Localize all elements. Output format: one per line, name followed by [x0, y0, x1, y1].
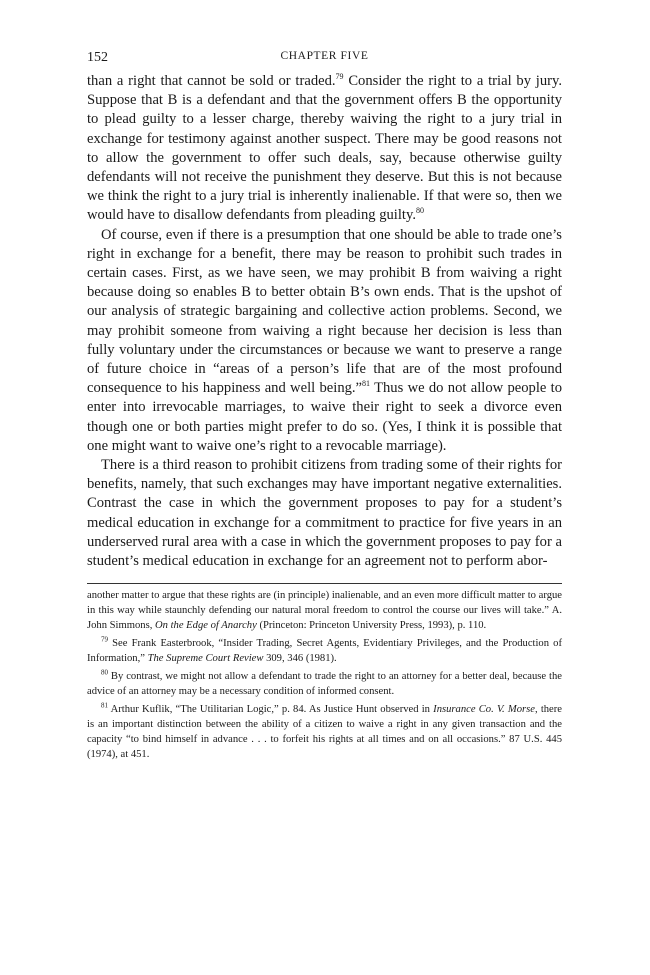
running-head	[87, 50, 562, 72]
footnote-ref[interactable]: 81	[362, 379, 371, 389]
footnote-81: $^{81}$ Arthur Kuflik, “The Utilitarian Logic,” p. 84. As Justice Hunt observed in Insurance Co. V. Morse, there is an important distinction between the ability of a citizen to waive a right in any given transaction and the capacity “to bind himself in advance . . . to forfeit his rights at all times and on all occasions.” 87 U.S. 445 (1974), at 451.	[87, 701, 562, 761]
footnote-continued: another matter to argue that these rights are (in principle) inalienable, and an even more difficult matter to argue in this way while staunchly defending our natural moral freedom to control the course our lives will take.” A. John Simmons, On the Edge of Anarchy (Princeton: Princeton University Press, 1993), p. 110.	[87, 590, 562, 632]
paragraph: There is a third reason to prohibit citizens from trading some of their rights for benefits, namely, that such exchanges may have important negative externalities. Contrast the case in which the government proposes to pay for a student’s medical education in exchange for a commitment to practice for five years in an underserved rural area with a case in which the government proposes to pay for a student’s medical education in exchange for an agreement not to perform abor-	[87, 457, 562, 570]
footnote-79: $^{79}$ See Frank Easterbrook, “Insider Trading, Secret Agents, Evidentiary Privileges, and the Production of Information,” The Supreme Court Review 309, 346 (1981).	[87, 635, 562, 665]
footnote-80: $^{80}$ By contrast, we might not allow a defendant to trade the right to an attorney for a better deal, because the advice of an attorney may be a necessary condition of informed consent.	[87, 668, 562, 698]
footnote-divider	[87, 583, 562, 584]
footnotes	[87, 588, 562, 762]
footnote-ref[interactable]: 80	[415, 206, 424, 216]
page-number: 152	[87, 50, 108, 65]
book-page	[87, 50, 562, 765]
chapter-title: CHAPTER FIVE	[280, 50, 369, 62]
paragraph: Of course, even if there is a presumption that one should be able to trade one’s right in exchange for a benefit, there may be reason to prohibit such trades in certain cases. First, as we have seen, we may prohibit B from waiving a right because doing so enables B to better obtain B’s own ends. That is the upshot of our analysis of strategic bargaining and collective action problems. Second, we may prohibit someone from waiving a right because her decision is less than fully voluntary under the circumstances or because we want to preserve a range of future choice in “areas of a person’s life that are of the most profound consequence to his happiness and well being.”$^{81}$ Thus we do not allow people to enter into irrevocable marriages, to waive their right to seek a divorce even though one or both parties might prefer to do so. (Yes, I think it is possible that one might want to waive one’s right to a revocable marriage).	[87, 226, 563, 454]
paragraph: than a right that cannot be sold or traded.$^{79}$ Consider the right to a trial by jury. Suppose that B is a defendant and that the government offers B the opportunity to plead guilty to a lesser charge, thereby waiving the right to a jury trial in exchange for testimony against another suspect. There may be good reasons not to allow the government to offer such deals, say, because otherwise guilty defendants will not receive the punishment they deserve. But this is not because we think the right to a jury trial is inherently inalienable. If that were so, then we would have to disallow defendants from pleading guilty.$^{80}$	[87, 72, 562, 224]
footnote-ref[interactable]: 79	[335, 72, 344, 82]
body-text	[87, 72, 562, 571]
